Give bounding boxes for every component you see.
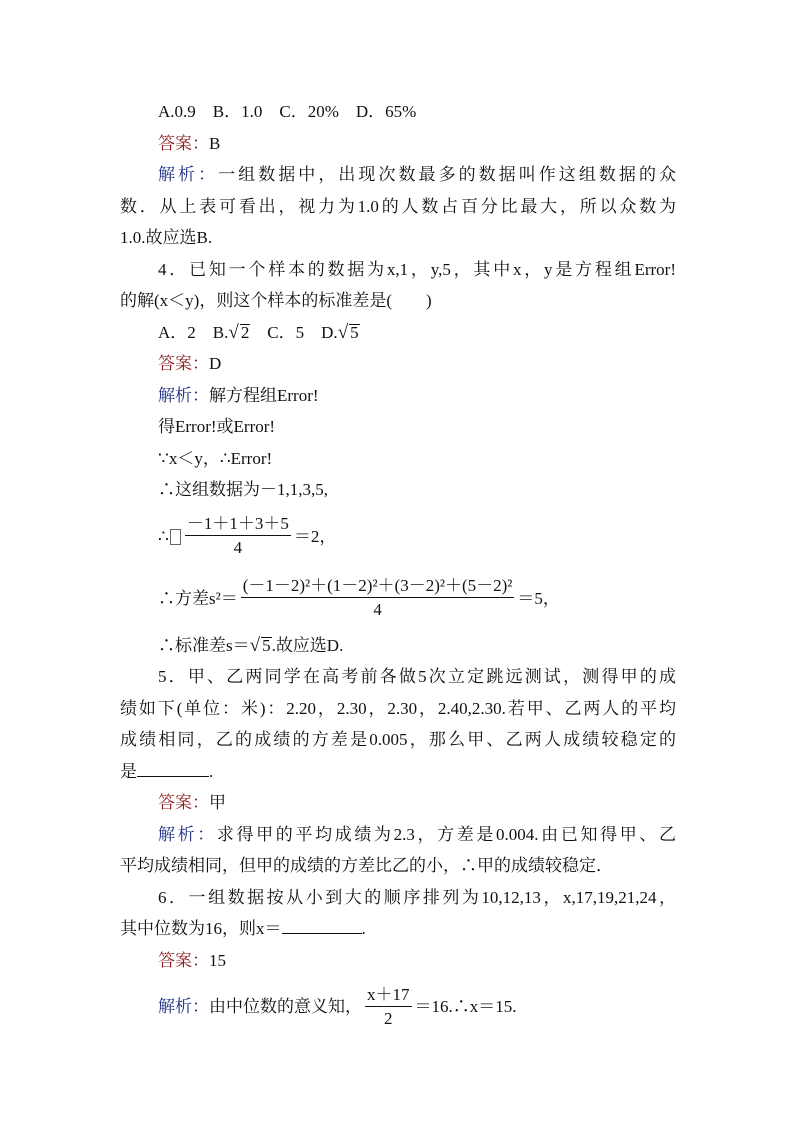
q4-stem-line-2: 的解(x＜y)，则这个样本的标准差是( ): [120, 291, 432, 310]
q4-analysis-line-2: 得Error!或Error!: [158, 417, 276, 436]
fraction: $\frac{x+17}{2}$: [367, 984, 410, 1028]
mean-symbol-icon: [170, 529, 181, 545]
answer-value: D: [209, 354, 222, 373]
answer-label: 答案：: [158, 950, 209, 970]
answer-blank: [282, 915, 362, 934]
q4-options: A．2 B.√ 2 C．5 D.√ 5: [158, 321, 359, 343]
q5-analysis-line-1: 解析：求得甲的平均成绩为2.3，方差是0.004.由已知得甲、乙: [158, 824, 676, 844]
q4-analysis-line-4: ∴这组数据为－1,1,3,5,: [158, 480, 328, 499]
q3-analysis-line-1: 解析：一组数据中，出现次数最多的数据叫作这组数据的众: [158, 165, 677, 184]
q6-answer: [120, 945, 676, 977]
q4-analysis-line-3: ∵x＜y，∴Error!: [158, 448, 273, 468]
q4-answer: [120, 348, 676, 380]
q3-options: A.0.9 B．1.0 C．20% D．65%: [158, 102, 417, 121]
q6-stem-line-1: 6．一组数据按从小到大的顺序排列为10,12,13，x,17,19,21,24，: [158, 887, 676, 907]
sqrt-sign: √: [337, 321, 349, 343]
sqrt-sign: √: [228, 321, 239, 343]
radicand: 2: [240, 322, 250, 342]
sqrt-sign: √: [249, 634, 261, 656]
q3-answer: [120, 128, 676, 160]
answer-label: 答案：: [158, 133, 209, 153]
analysis-label: 解析：: [158, 824, 217, 844]
q3-analysis-line-2: 数．从上表可看出，视力为1.0的人数占百分比最大，所以众数为: [120, 196, 676, 216]
q4-variance-formula: ∴方差s²＝ $\frac{\text{(－1－2)²＋(1－2)²＋(3－2)²＋(5－2)²}}{4}$ ＝5，: [120, 568, 676, 630]
answer-blank: [137, 758, 209, 777]
q6-analysis: 解析： 由中位数的意义知， $\frac{x+17}{2}$ ＝16.∴x＝15.: [120, 976, 676, 1038]
analysis-label: 解析：: [158, 997, 209, 1016]
analysis-label: 解析：: [158, 165, 219, 184]
answer-value: B: [209, 133, 221, 153]
answer-label: 答案：: [158, 793, 209, 812]
q3-analysis-line-3: 1.0.故应选B.: [120, 228, 213, 247]
answer-value: 15: [209, 950, 226, 970]
q6-stem-line-2: 其中位数为16，则x＝ .: [120, 913, 676, 945]
q5-answer: [120, 787, 676, 819]
radicand: 5: [350, 322, 359, 342]
q4-stem-line-1: 4．已知一个样本的数据为x,1，y,5，其中x，y是方程组Error!: [158, 259, 676, 279]
q5-analysis-line-2: 平均成绩相同，但甲的成绩的方差比乙的小，∴甲的成绩较稳定．: [120, 856, 613, 875]
radicand: 5: [262, 635, 271, 655]
q4-analysis-line-1: 解析：解方程组Error!: [158, 385, 319, 405]
q5-stem-line-2: 绩如下(单位：米)：2.20，2.30，2.30，2.40,2.30.若甲、乙两人的平均: [120, 698, 676, 718]
answer-value: 甲: [209, 793, 226, 812]
fraction: $\frac{\text{(－1－2)²＋(1－2)²＋(3－2)²＋(5－2)²}}{4}$: [242, 576, 513, 619]
answer-label: 答案：: [158, 354, 209, 373]
fraction: $\frac{-1+1+3+5}{4}$: [186, 514, 289, 557]
q5-stem-line-4: 是 .: [120, 756, 676, 788]
q4-mean-formula: ∴ $\frac{-1+1+3+5}{4}$ ＝2，: [120, 506, 676, 568]
q4-std-line: ∴标准差s＝√ 5.故应选D.: [158, 634, 344, 656]
document-content: [120, 96, 676, 1038]
q5-stem-line-3: 成绩相同，乙的成绩的方差是0.005，那么甲、乙两人成绩较稳定的: [120, 730, 676, 749]
analysis-label: 解析：: [158, 385, 209, 405]
q5-stem-line-1: 5．甲、乙两同学在高考前各做5次立定跳远测试，测得甲的成: [158, 667, 676, 686]
